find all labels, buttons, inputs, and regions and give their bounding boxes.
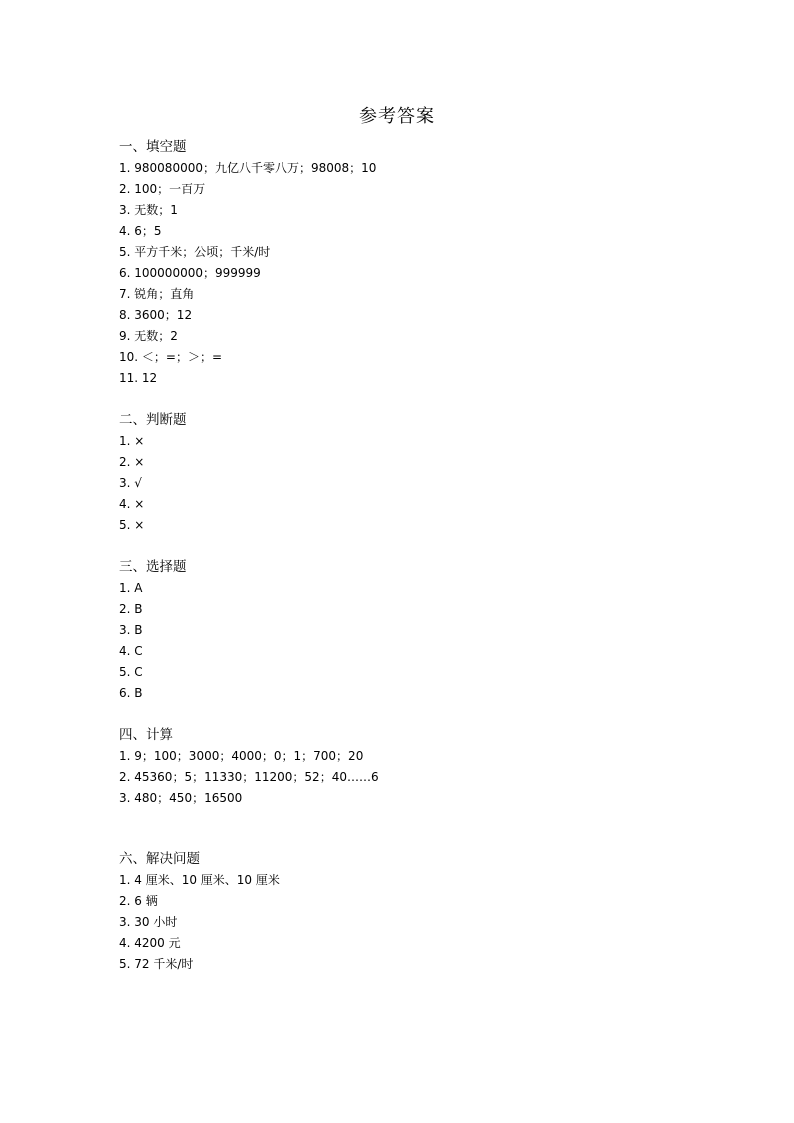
blank-spacer bbox=[119, 809, 719, 849]
answer-line: 1. 9；100；3000；4000；0；1；700；20 bbox=[119, 749, 364, 763]
blank-spacer bbox=[119, 704, 719, 725]
blank-spacer bbox=[119, 389, 719, 410]
answer-line: 2. 6 辆 bbox=[119, 894, 158, 908]
blank-spacer bbox=[119, 536, 719, 557]
answer-line: 3. 30 小时 bbox=[119, 915, 178, 929]
answer-line: 1. 980080000；九亿八千零八万；98008；10 bbox=[119, 161, 377, 175]
answer-line: 11. 12 bbox=[119, 371, 158, 385]
answer-line: 5. 平方千米；公顷；千米/时 bbox=[119, 245, 271, 259]
section-calculation bbox=[119, 725, 719, 809]
answer-line: 4. C bbox=[119, 644, 143, 658]
answer-line: 2. B bbox=[119, 602, 143, 616]
answer-line: 5. C bbox=[119, 665, 143, 679]
answer-line: 2. 100；一百万 bbox=[119, 182, 206, 196]
section-word-problems bbox=[119, 849, 719, 975]
answer-line: 3. 无数；1 bbox=[119, 203, 178, 217]
answer-line: 6. B bbox=[119, 686, 143, 700]
answer-line: 2. 45360；5；11330；11200；52；40……6 bbox=[119, 770, 379, 784]
section-heading: 四、计算 bbox=[119, 727, 173, 743]
answer-line: 6. 100000000；999999 bbox=[119, 266, 261, 280]
answer-line: 3. 480；450；16500 bbox=[119, 791, 243, 805]
answer-line: 5. × bbox=[119, 518, 145, 532]
answer-line: 8. 3600；12 bbox=[119, 308, 193, 322]
answer-line: 1. A bbox=[119, 581, 143, 595]
answer-line: 7. 锐角；直角 bbox=[119, 287, 195, 301]
section-heading: 二、判断题 bbox=[119, 412, 187, 428]
answer-line: 4. × bbox=[119, 497, 145, 511]
answer-line: 5. 72 千米/时 bbox=[119, 957, 194, 971]
section-heading: 一、填空题 bbox=[119, 139, 187, 155]
answer-line: 1. 4 厘米、10 厘米、10 厘米 bbox=[119, 873, 280, 887]
answer-line: 9. 无数；2 bbox=[119, 329, 178, 343]
section-heading: 三、选择题 bbox=[119, 559, 187, 575]
section-multiple-choice bbox=[119, 557, 719, 704]
section-fill-in-blank bbox=[119, 137, 719, 389]
answer-line: 1. × bbox=[119, 434, 145, 448]
answer-line: 3. √ bbox=[119, 476, 142, 490]
answer-line: 4. 6；5 bbox=[119, 224, 162, 238]
page-title: 参考答案 bbox=[359, 106, 435, 127]
answer-line: 4. 4200 元 bbox=[119, 936, 181, 950]
section-heading: 六、解决问题 bbox=[119, 851, 200, 867]
section-true-false bbox=[119, 410, 719, 536]
answer-content bbox=[119, 137, 719, 975]
answer-line: 3. B bbox=[119, 623, 143, 637]
answer-line: 2. × bbox=[119, 455, 145, 469]
answer-line: 10. ＜；=；＞；= bbox=[119, 350, 223, 364]
